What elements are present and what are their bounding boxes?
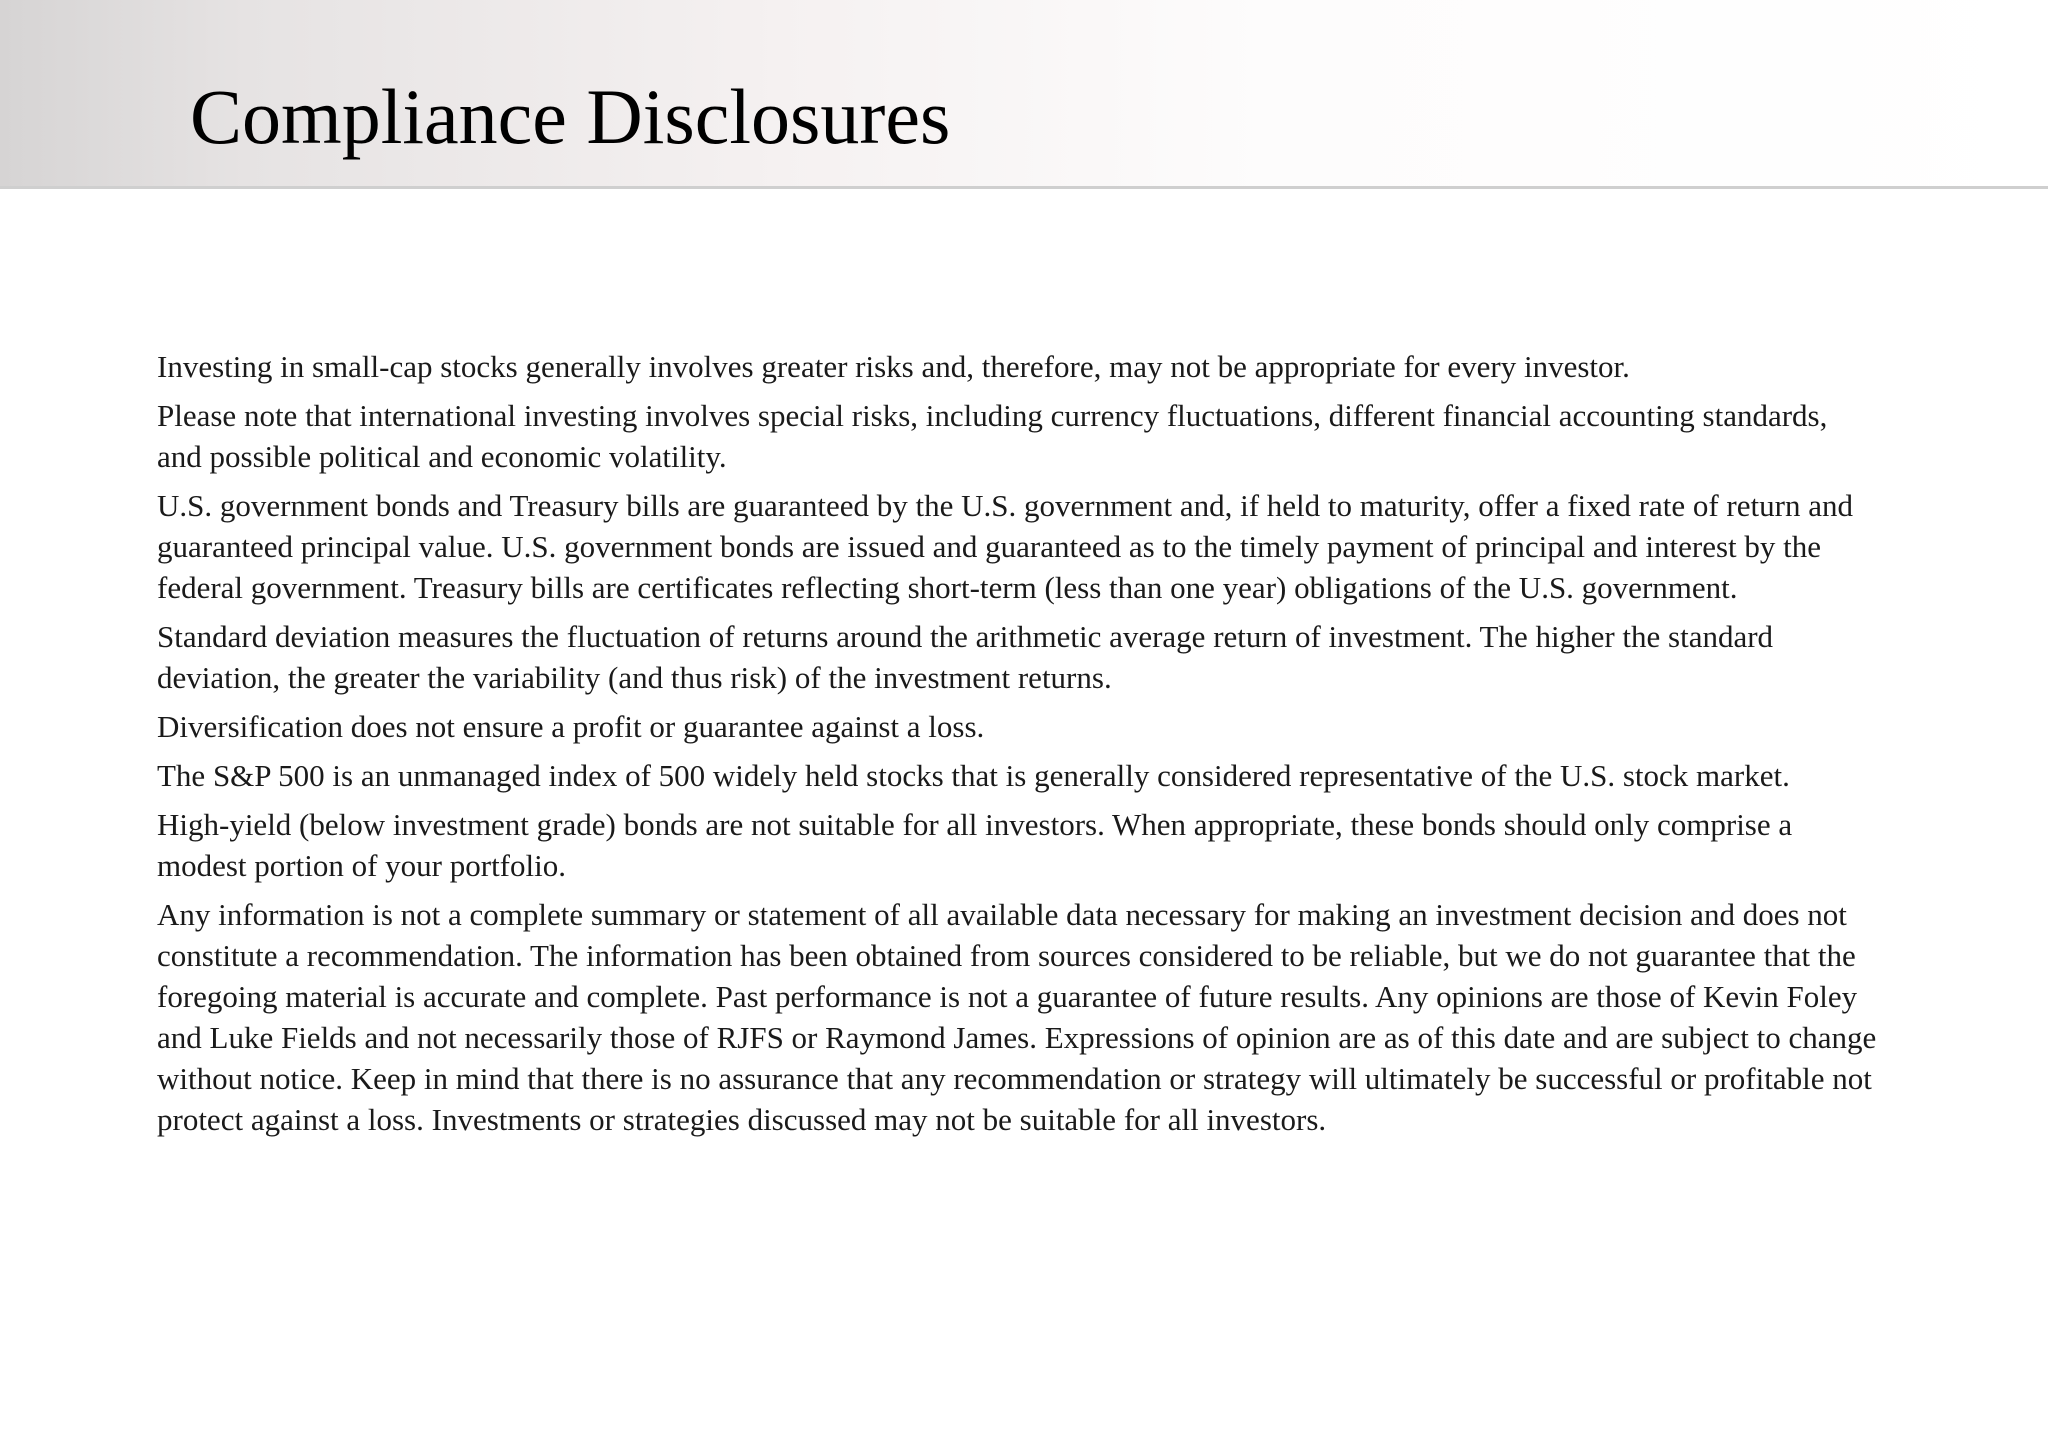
- disclosure-sp500: The S&P 500 is an unmanaged index of 500 widely held stocks that is generally considered representative of the U.S. stock market.: [157, 758, 1790, 793]
- title-divider: [0, 186, 2048, 189]
- page-title: Compliance Disclosures: [190, 73, 951, 160]
- disclosure-general: Any information is not a complete summary or statement of all available data necessary for making an investment decision and does not constitute a recommendation. The information has been obtained from sources considered to be reliable, but we do not guarantee that the foregoing material is accurate and complete. Past performance is not a guarantee of future results. Any opinions are those of Kevin Foley and Luke Fields and not necessarily those of RJFS or Raymond James. Expressions of opinion are as of this date and are subject to change without notice. Keep in mind that there is no assurance that any recommendation or strategy will ultimately be successful or profitable not protect against a loss. Investments or strategies discussed may not be suitable for all investors.: [157, 897, 1877, 1137]
- disclosure-small-cap: Investing in small-cap stocks generally involves greater risks and, therefore, may not be appropriate for every investor.: [157, 349, 1630, 384]
- disclosures-body: [157, 346, 1877, 1148]
- disclosure-high-yield: High-yield (below investment grade) bonds are not suitable for all investors. When appropriate, these bonds should only comprise a modest portion of your portfolio.: [157, 807, 1793, 883]
- disclosure-international: Please note that international investing involves special risks, including currency fluctuations, different financial accounting standards, and possible political and economic volatility.: [157, 398, 1828, 474]
- disclosure-government-bonds: U.S. government bonds and Treasury bills are guaranteed by the U.S. government and, if held to maturity, offer a fixed rate of return and guaranteed principal value. U.S. government bonds are issued and guaranteed as to the timely payment of principal and interest by the federal government. Treasury bills are certificates reflecting short-term (less than one year) obligations of the U.S. government.: [157, 488, 1853, 605]
- disclosure-diversification: Diversification does not ensure a profit or guarantee against a loss.: [157, 709, 985, 744]
- disclosure-standard-deviation: Standard deviation measures the fluctuation of returns around the arithmetic average return of investment. The higher the standard deviation, the greater the variability (and thus risk) of the investment returns.: [157, 619, 1774, 695]
